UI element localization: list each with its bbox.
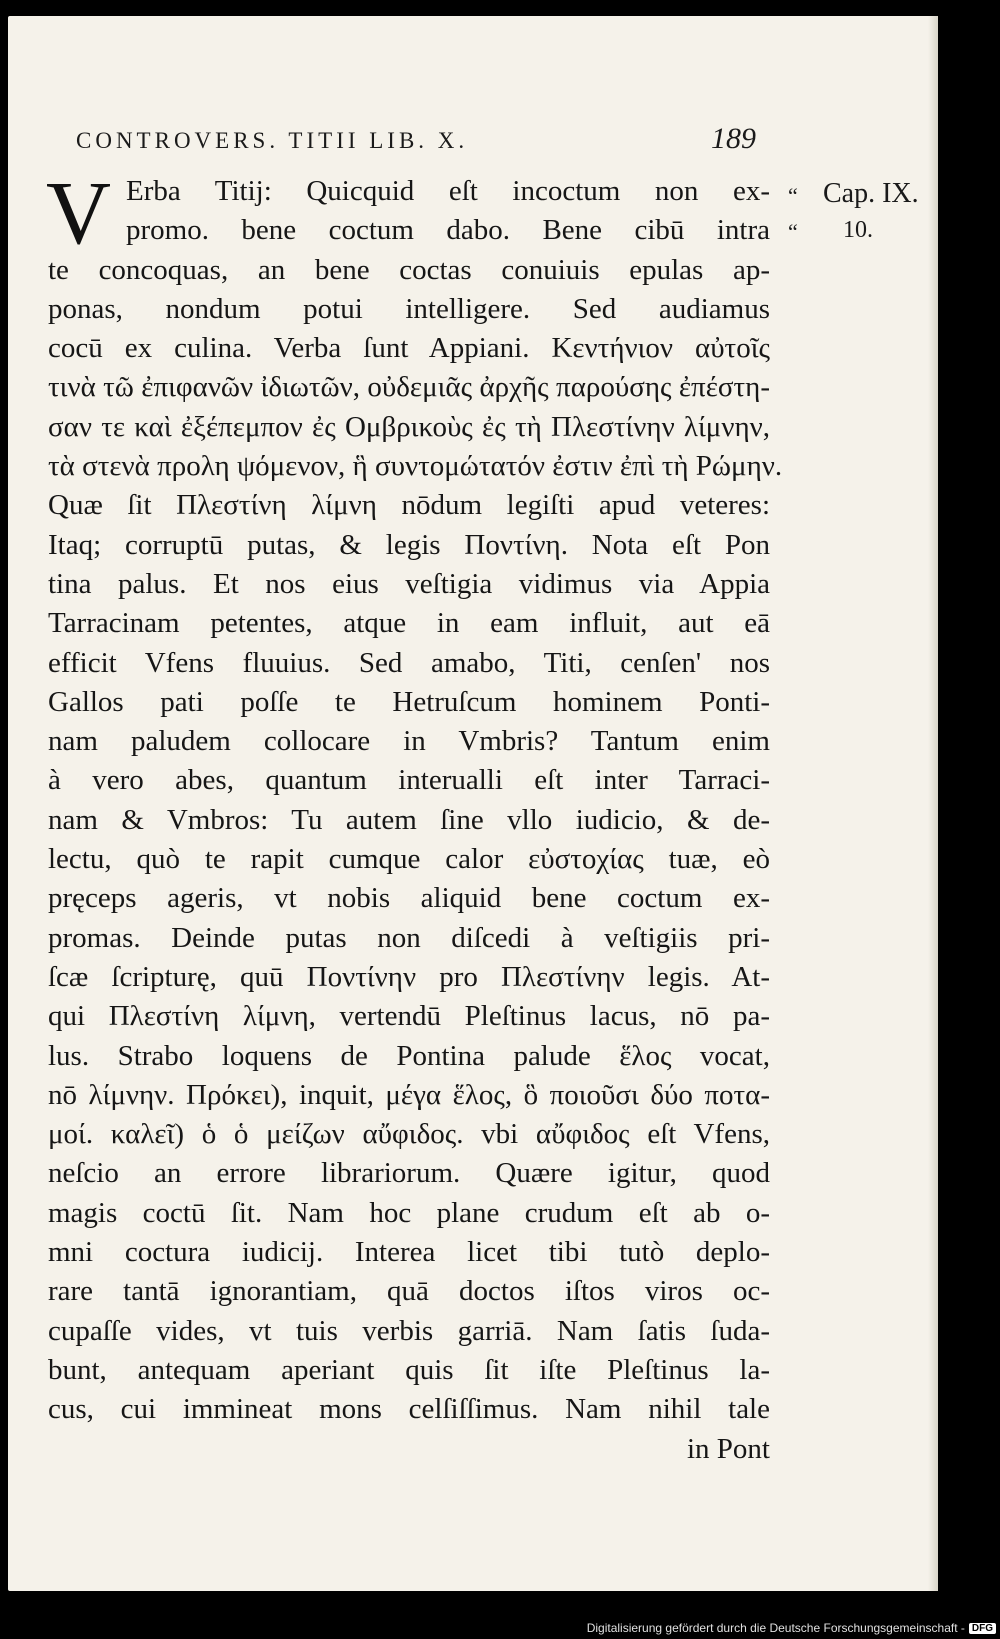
text-line: τὰ στενὰ προλη ψόμενον, ἣ συντομώτατόν ἐστιν ἐπὶ τὴ Ρώμην. [48,450,783,483]
text-line: pręceps ageris, vt nobis aliquid bene coctum ex- [48,882,770,915]
footer-credit [587,1621,996,1635]
text-line: efficit Vfens fluuius. Sed amabo, Titi, cenſen' nos [48,646,770,679]
text-line: te concoquas, an bene coctas conuiuis epulas ap- [48,253,770,286]
text-line: cupaſſe vides, vt tuis verbis garriā. Nam ſatis ſuda- [48,1314,770,1347]
dfg-logo-icon: DFG [969,1623,996,1634]
text-line: neſcio an errore librariorum. Quære igitur, quod [48,1157,770,1190]
drop-cap: V [46,164,111,263]
text-line: tina palus. Et nos eius veſtigia vidimus via Appia [48,567,770,600]
text-line: promo. bene coctum dabo. Bene cibū intra [126,214,770,247]
text-line: ſcæ ſcripturę, quū Ποντίνην pro Πλεστίνην legis. At- [48,960,770,993]
chapter-number: 10. [843,217,873,243]
text-line: promas. Deinde putas non diſcedi à veſtigiis pri- [48,921,770,954]
text-line: lectu, quò te rapit cumque calor εὐστοχίας tuæ, eò [48,843,770,876]
body-text [46,164,783,1469]
text-line: cus, cui immineat mons celſiſſimus. Nam nihil tale [48,1393,770,1426]
text-line: qui Πλεστίνη λίμνη, vertendū Pleſtinus lacus, nō pa- [48,1000,770,1033]
text-line: nam & Vmbros: Tu autem ſine vllo iudicio, & de- [48,803,770,836]
chapter-label: Cap. IX. [823,178,919,209]
book-page [8,16,938,1591]
text-line: Tarracinam petentes, atque in eam influit, aut eā [48,607,770,640]
text-line: Erba Titij: Quicquid eſt incoctum non ex- [126,175,770,207]
text-line: à vero abes, quantum interualli eſt inter Tarraci- [48,764,770,797]
text-line: lus. Strabo loquens de Pontina palude ἕλος vocat, [48,1039,770,1072]
text-line: rare tantā ignorantiam, quā doctos iſtos viros oc- [48,1275,770,1308]
text-line: Itaq; corruptū putas, & legis Ποντίνη. Nota eſt Pon [48,528,770,561]
running-head-title: CONTROVERS. TITII LIB. X. [76,128,469,153]
footer-text: Digitalisierung gefördert durch die Deutsche Forschungsgemeinschaft - [586,1621,965,1635]
text-line: in Pont [687,1432,770,1465]
page-number: 189 [711,122,756,155]
quote-mark: “ [788,183,798,208]
text-line: Gallos pati poſſe te Hetruſcum hominem Ponti- [48,685,770,718]
text-line: ponas, nondum potui intelligere. Sed audiamus [48,292,770,325]
text-line: nō λίμνην. Πρόκει), inquit, μέγα ἕλος, ὃ ποιοῦσι δύο ποτα- [48,1078,770,1111]
text-line: σαν τε καὶ ἐξέπεμπον ἐς Ομβρικοὺς ἐς τὴ Πλεστίνην λίμνην, [48,410,770,443]
quote-mark: “ [788,219,798,244]
text-line: magis coctū ſit. Nam hoc plane crudum eſt ab o- [48,1196,770,1229]
text-lines [46,164,783,1469]
running-head [76,122,756,156]
text-line: mni coctura iudicij. Interea licet tibi tutò deplo- [48,1236,770,1269]
text-line: μοί. καλεῖ) ὁ ὁ μείζων αὔφιδος. vbi αὔφιδος eſt Vfens, [48,1118,770,1151]
text-line: Quæ ſit Πλεστίνη λίμνη nōdum legiſti apud veteres: [48,489,770,522]
text-line: cocū ex culina. Verba ſunt Appiani. Κεντήνιον αὐτοῖς [48,332,770,365]
text-line: τινὰ τῶ ἐπιφανῶν ἰδιωτῶν, οὐδεμιᾶς ἀρχῆς παρούσης ἐπέστη- [48,371,770,404]
text-line: bunt, antequam aperiant quis ſit iſte Pleſtinus la- [48,1353,770,1386]
text-line: nam paludem collocare in Vmbris? Tantum enim [48,725,770,758]
